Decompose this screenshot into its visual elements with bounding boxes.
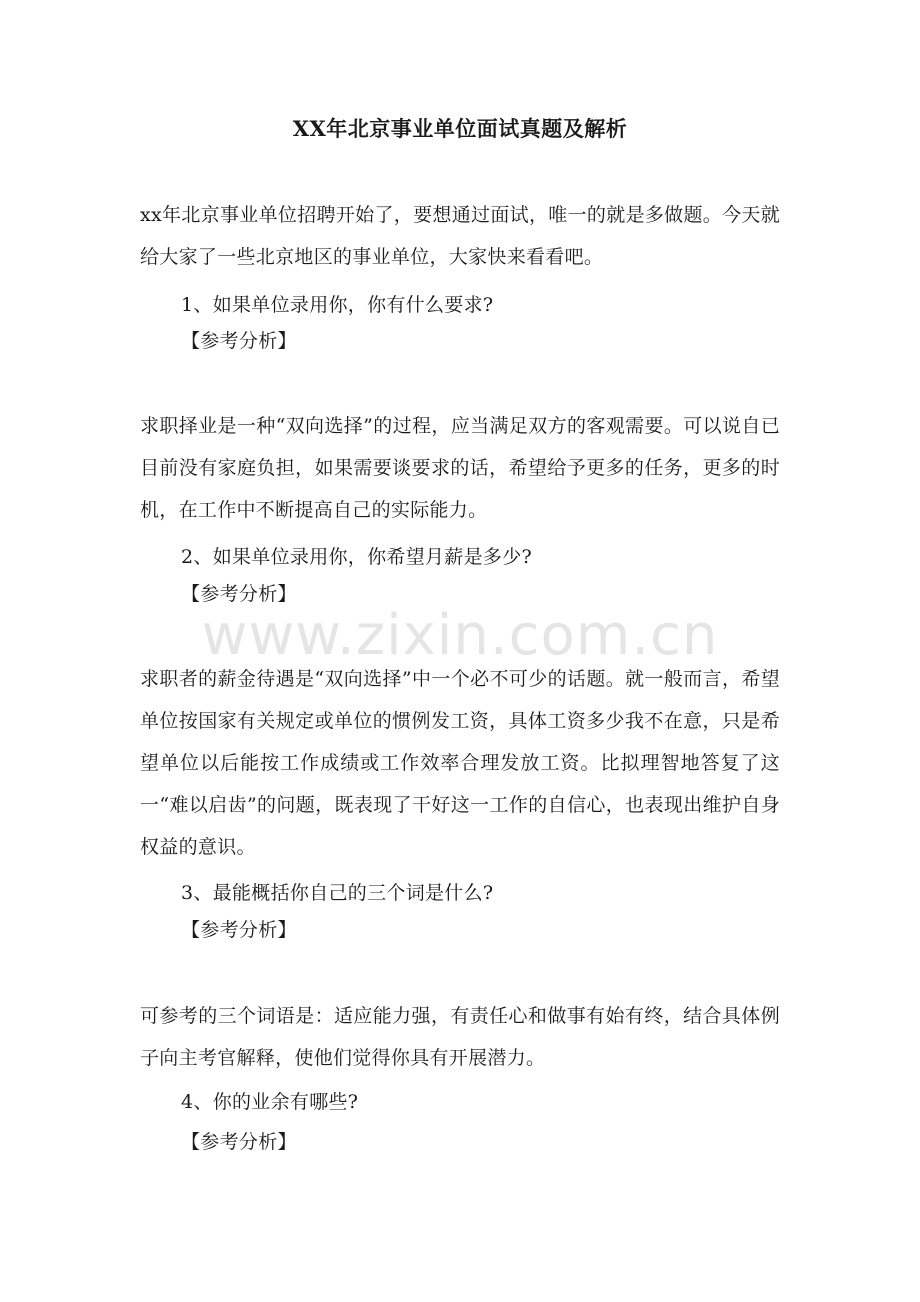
reference-analysis-heading-4: 【参考分析】 (181, 1131, 297, 1153)
answer-2-paragraph: 求职者的薪金待遇是“双向选择”中一个必不可少的话题。就一般而言，希望单位按国家有关规定或单位的惯例发工资，具体工资多少我不在意，只是希望单位以后能按工作成绩或工作效率合理发放工资。比拟理智地答复了这一“难以启齿”的问题，既表现了干好这一工作的自信心，也表现出维护自身权益的意识。 (140, 668, 780, 858)
question-1: 1、如果单位录用你，你有什么要求? (181, 294, 494, 316)
question-4: 4、你的业余有哪些? (181, 1091, 359, 1113)
document-title: XX年北京事业单位面试真题及解析 (292, 116, 628, 141)
reference-analysis-heading-3: 【参考分析】 (181, 919, 297, 941)
watermark-text: www.zixin.com.cn (201, 603, 719, 668)
question-2: 2、如果单位录用你，你希望月薪是多少? (181, 546, 532, 568)
answer-3-paragraph: 可参考的三个词语是：适应能力强，有责任心和做事有始有终，结合具体例子向主考官解释，使他们觉得你具有开展潜力。 (140, 1005, 780, 1069)
question-3: 3、最能概括你自己的三个词是什么? (181, 882, 494, 904)
answer-1-paragraph: 求职择业是一种“双向选择”的过程，应当满足双方的客观需要。可以说自已目前没有家庭负担，如果需要谈要求的话，希望给予更多的任务，更多的时机，在工作中不断提高自己的实际能力。 (140, 415, 780, 521)
reference-analysis-heading-2: 【参考分析】 (181, 583, 297, 605)
intro-paragraph: xx年北京事业单位招聘开始了，要想通过面试，唯一的就是多做题。今天就给大家了一些北京地区的事业单位，大家快来看看吧。 (140, 204, 780, 268)
reference-analysis-heading-1: 【参考分析】 (181, 330, 297, 352)
